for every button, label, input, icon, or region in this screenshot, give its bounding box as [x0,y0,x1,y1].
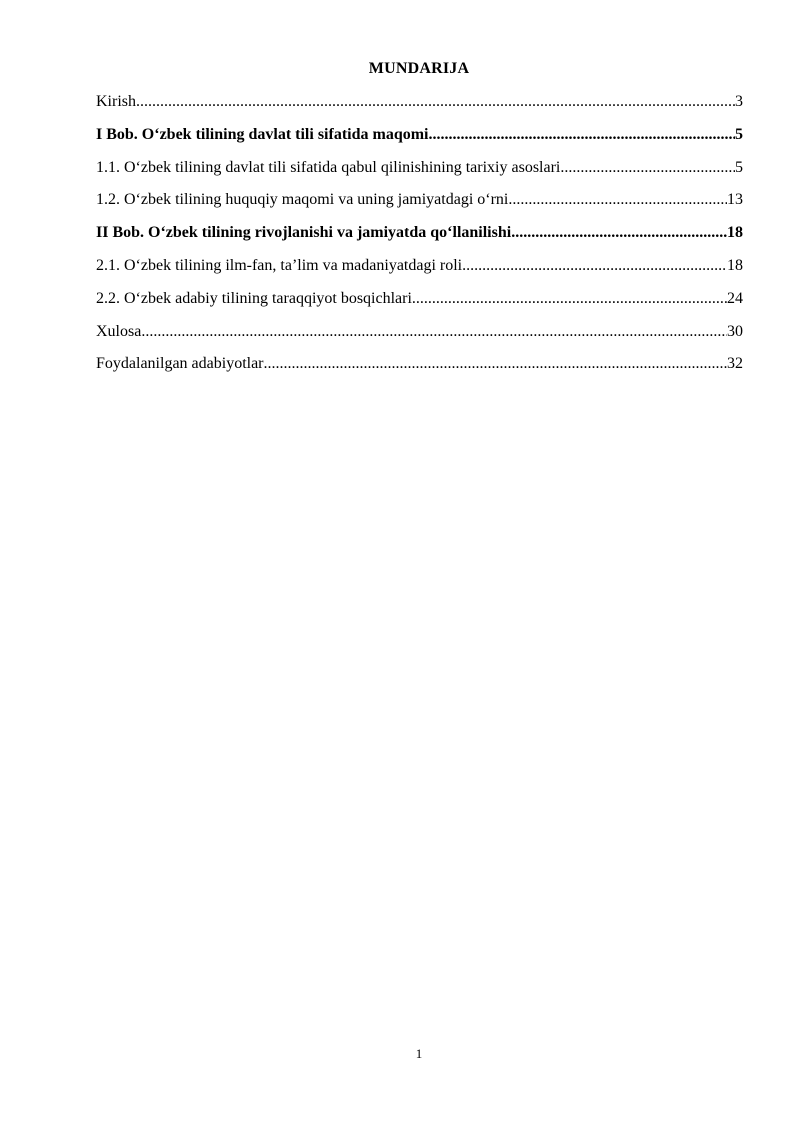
toc-entry-label: 2.2. O‘zbek adabiy tilining taraqqiyot bosqichlari [96,289,412,307]
toc-entry-chapter-1[interactable] [96,123,743,156]
toc-entry-section-1-1[interactable] [96,156,743,189]
toc-entry-section-2-2[interactable] [96,287,743,320]
toc-dot-leader [136,90,735,114]
toc-entry-label: 1.2. O‘zbek tilining huquqiy maqomi va uning jamiyatdagi o‘rni [96,191,509,209]
toc-entry-page: 5 [735,125,743,143]
toc-title: MUNDARIJA [368,60,470,77]
toc-entry-label: Xulosa [96,322,142,340]
toc-dot-leader [141,320,727,344]
toc-entry-references[interactable] [96,352,743,385]
toc-entry-label: II Bob. O‘zbek tilining rivojlanishi va jamiyatda qo‘llanilishi [96,224,512,242]
toc-entry-chapter-2[interactable] [96,221,743,254]
toc-dot-leader [264,352,727,376]
toc-dot-leader [560,156,735,180]
toc-entry-page: 13 [727,191,743,209]
toc-entry-label: Kirish [96,93,136,110]
toc-dot-leader [511,221,727,245]
toc-entry-conclusion[interactable] [96,320,743,353]
page-number: 1 [415,1046,423,1061]
toc-entry-page: 18 [727,256,743,274]
toc-entry-page: 5 [735,158,743,176]
toc-entry-page: 3 [735,93,743,110]
toc-entry-page: 24 [727,289,743,307]
table-of-contents [96,90,743,385]
toc-entry-page: 32 [727,355,743,373]
toc-entry-page: 30 [727,322,743,340]
toc-entry-label: I Bob. O‘zbek tilining davlat tili sifatida maqomi [96,125,429,143]
toc-dot-leader [462,254,727,278]
toc-entry-introduction[interactable] [96,90,743,123]
toc-dot-leader [412,287,727,311]
toc-entry-section-1-2[interactable] [96,188,743,221]
toc-entry-label: Foydalanilgan adabiyotlar [96,355,264,373]
toc-dot-leader [428,123,735,147]
toc-entry-page: 18 [727,224,743,242]
toc-dot-leader [508,188,727,212]
toc-entry-label: 1.1. O‘zbek tilining davlat tili sifatida qabul qilinishining tarixiy asoslari [96,158,561,176]
toc-entry-section-2-1[interactable] [96,254,743,287]
toc-entry-label: 2.1. O‘zbek tilining ilm-fan, ta’lim va madaniyatdagi roli [96,256,463,274]
